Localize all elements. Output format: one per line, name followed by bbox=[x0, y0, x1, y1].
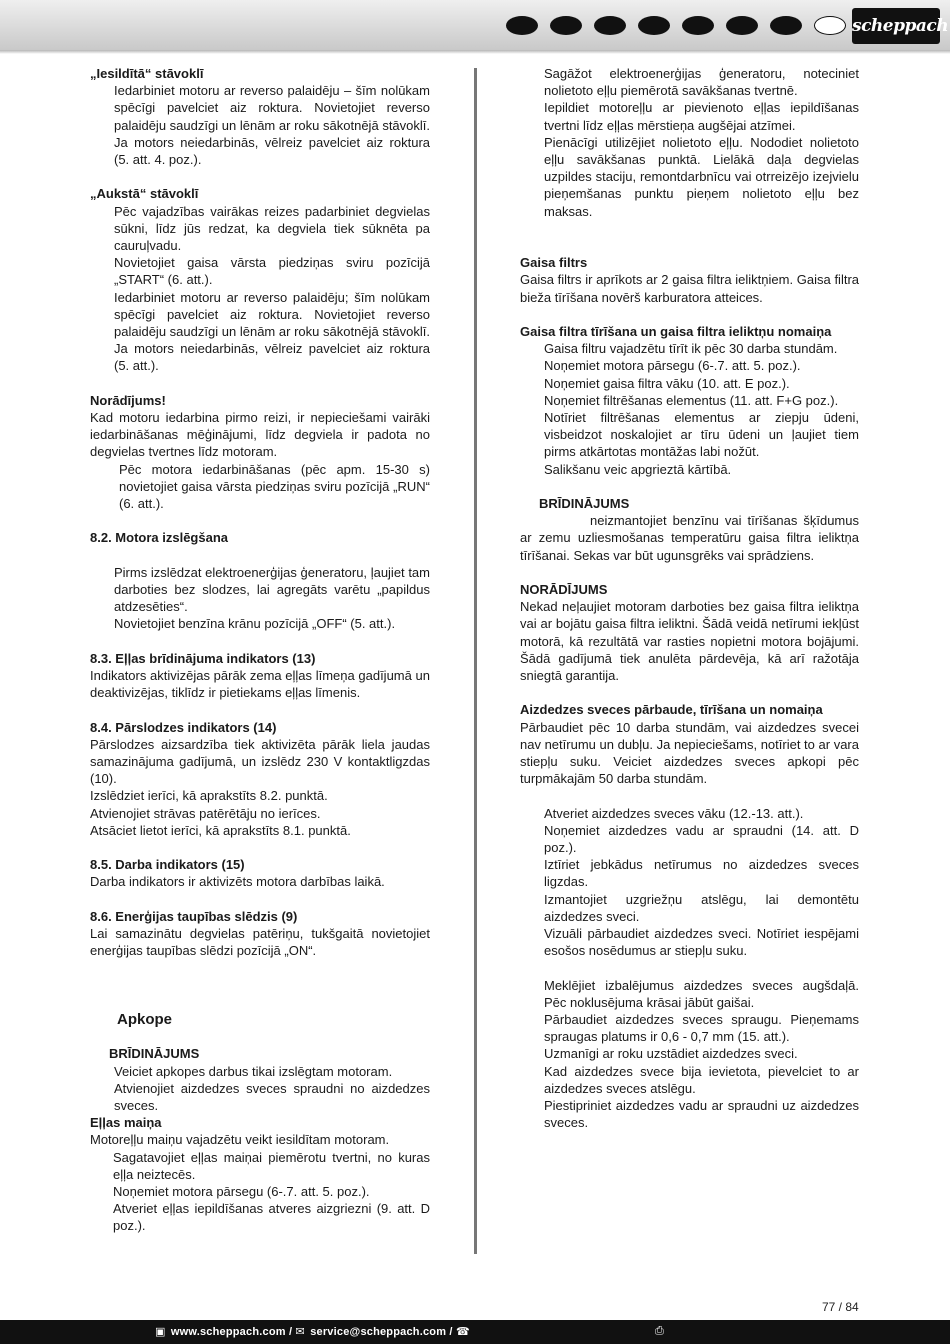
section-heading: BRĪDINĀJUMS bbox=[539, 496, 630, 512]
paragraph: Iedarbiniet motoru ar reverso palaidēju; šīm nolūkam spēcīgi pavelciet aiz roktura. Novietojiet reverso palaidēju saudzīgi un lēnām ar roku sākotnējā stāvoklī. Ja motors neiedarbinās, vēlreiz pavelciet aiz roktura (5. att.). bbox=[114, 289, 430, 374]
paragraph: Pēc vajadzības vairākas reizes padarbiniet degvielas sūkni, līdz jūs redzat, ka degviela tiek sūknēta pa cauruļvadu. bbox=[114, 203, 430, 254]
spacer bbox=[90, 994, 430, 1011]
section-dot bbox=[770, 16, 802, 35]
paragraph: Atsāciet lietot ierīci, kā aprakstīts 8.1. punktā. bbox=[90, 822, 351, 838]
paragraph: Nekad neļaujiet motoram darboties bez gaisa filtra ieliktņa vai ar bojātu gaisa filtra ieliktni. Šādā veidā netīrumi iekļūst motorā, kā rezultātā var rasties nopietni motora bojājumi. Šādā gadījumā tiek anulēta pārdevēja, kā arī ražotāja sniegtā garantija. bbox=[520, 599, 859, 684]
spacer bbox=[520, 220, 859, 254]
paragraph: Lai samazinātu degvielas patēriņu, tukšgaitā novietojiet enerģijas taupības slēdzi pozīcijā „ON“. bbox=[90, 926, 430, 959]
brand-logo-text: scheppach bbox=[852, 16, 949, 36]
paragraph: Pārbaudiet pēc 10 darba stundām, vai aizdedzes svecei nav netīrumu un dubļu. Ja nepieciešams, notīriet to ar vara stiepļu suku. Veiciet aizdedzes sveces apkopi pēc turpmākajām 50 darba stundām. bbox=[520, 719, 859, 787]
paragraph: Sagatavojiet eļļas maiņai piemērotu tvertni, no kuras eļļa neiztecēs. bbox=[113, 1149, 430, 1182]
spacer bbox=[90, 375, 430, 392]
section-dot bbox=[682, 16, 714, 35]
paragraph: Novietojiet benzīna krānu pozīcijā „OFF“ (5. att.). bbox=[114, 616, 396, 632]
paragraph: Notīriet filtrēšanas elementus ar ziepju ūdeni, visbeidzot noskalojiet ar tīru ūdeni un ļaujiet tiem pirms atkārtotas montāžas labi nožūt. bbox=[544, 410, 859, 460]
scheppach-logo bbox=[852, 8, 949, 44]
section-heading: BRĪDINĀJUMS bbox=[109, 1046, 200, 1062]
section-heading: Norādījums! bbox=[90, 392, 166, 408]
spacer bbox=[90, 547, 430, 564]
paragraph: Salikšanu veic apgrieztā kārtībā. bbox=[544, 461, 732, 477]
paragraph: Kad aizdedzes svece bija ievietota, pievelciet to ar aizdedzes sveces atslēgu. bbox=[544, 1063, 859, 1096]
page-number: 77 / 84 bbox=[822, 1300, 859, 1314]
paragraph: Kad motoru iedarbina pirmo reizi, ir nepieciešami vairāki iedarbināšanas mēģinājumi, līdz degviela ir padota no degvielas tvertnes līdz motoram. bbox=[90, 410, 430, 460]
section-heading: „Iesildītā“ stāvoklī bbox=[90, 66, 204, 81]
paragraph: Gaisa filtrs ir aprīkots ar 2 gaisa filtra ieliktņiem. Gaisa filtra bieža tīrīšana novērš karburatora atteices. bbox=[520, 272, 859, 305]
spacer bbox=[520, 564, 859, 581]
section-heading: Gaisa filtra tīrīšana un gaisa filtra ieliktņu nomaiņa bbox=[520, 324, 832, 340]
spacer bbox=[90, 891, 430, 908]
section-heading: NORĀDĪJUMS bbox=[520, 582, 608, 598]
footer-email[interactable]: service@scheppach.com / bbox=[310, 1326, 453, 1338]
paragraph: Pārslodzes aizsardzība tiek aktivizēta pārāk liela jaudas samazinājuma gadījumā, un izslēdz 230 V kontaktligzdas (10). bbox=[90, 736, 430, 787]
section-dot bbox=[638, 16, 670, 35]
footer-contact bbox=[155, 1325, 472, 1338]
section-heading: Aizdedzes sveces pārbaude, tīrīšana un nomaiņa bbox=[520, 702, 823, 718]
paragraph: Noņemiet filtrēšanas elementus (11. att. F+G poz.). bbox=[544, 392, 839, 408]
spacer bbox=[520, 959, 859, 976]
right-column bbox=[520, 65, 859, 1131]
section-heading: „Aukstā“ stāvoklī bbox=[90, 186, 199, 202]
paragraph: Pirms izslēdzat elektroenerģijas ģeneratoru, ļaujiet tam darboties bez slodzes, lai agregāts varētu „papildus atdzesēties“. bbox=[114, 564, 430, 615]
spacer bbox=[90, 701, 430, 718]
paragraph: Noņemiet aizdedzes vadu ar spraudni (14. att. D poz.). bbox=[544, 822, 859, 856]
paragraph: Darba indikators ir aktivizēts motora darbības laikā. bbox=[90, 874, 385, 890]
section-dot bbox=[506, 16, 538, 35]
section-heading: 8.3. Eļļas brīdinājuma indikators (13) bbox=[90, 650, 316, 666]
spacer bbox=[90, 1028, 430, 1045]
paragraph: Meklējiet izbalējumus aizdedzes sveces augšdaļā. Pēc noklusējuma krāsai jābūt gaišai. bbox=[544, 977, 859, 1010]
left-column bbox=[90, 65, 430, 1235]
paragraph: Veiciet apkopes darbus tikai izslēgtam motoram. bbox=[114, 1063, 393, 1079]
header-shadow bbox=[0, 50, 950, 54]
section-dot bbox=[726, 16, 758, 35]
spacer bbox=[90, 839, 430, 856]
spacer bbox=[520, 787, 859, 804]
section-heading: Eļļas maiņa bbox=[90, 1115, 162, 1131]
paragraph: Indikators aktivizējas pārāk zema eļļas līmeņa gadījumā un deaktivizējas, tiklīdz ir pietiekams eļļas līmenis. bbox=[90, 668, 430, 701]
column-divider bbox=[474, 68, 477, 1254]
paragraph: Izmantojiet uzgriežņu atslēgu, lai demontētu aizdedzes sveci. bbox=[544, 891, 859, 924]
paragraph: Atveriet eļļas iepildīšanas atveres aizgriezni (9. att. D poz.). bbox=[113, 1201, 430, 1234]
page-footer bbox=[0, 1320, 950, 1344]
paragraph: Noņemiet gaisa filtra vāku (10. att. E poz.). bbox=[544, 375, 790, 391]
spacer bbox=[90, 633, 430, 650]
section-dot bbox=[550, 16, 582, 35]
spacer bbox=[520, 478, 859, 495]
section-heading: Gaisa filtrs bbox=[520, 255, 588, 271]
paragraph: neizmantojiet benzīnu vai tīrīšanas šķīdumus ar zemu uzliesmošanas temperatūru gaisa filtra ieliktņa tīrīšanai. Sekas var būt ugunsgrēks vai sprādziens. bbox=[520, 513, 859, 563]
paragraph: Atvienojiet aizdedzes sveces spraudni no aizdedzes sveces. bbox=[114, 1080, 430, 1114]
section-heading: 8.4. Pārslodzes indikators (14) bbox=[90, 719, 277, 735]
spacer bbox=[90, 512, 430, 529]
paragraph: Atveriet aizdedzes sveces vāku (12.-13. att.). bbox=[544, 805, 804, 821]
paragraph: Iepildiet motoreļļu ar pievienoto eļļas iepildīšanas tvertni līdz eļļas mērstieņa augšējai atzīmei. bbox=[544, 100, 859, 133]
paragraph: Novietojiet gaisa vārsta piedziņas sviru pozīcijā „START“ (6. att.). bbox=[114, 255, 430, 288]
section-dot-current bbox=[814, 16, 846, 35]
spacer bbox=[520, 306, 859, 323]
paragraph: Atvienojiet strāvas patērētāju no ierīces. bbox=[90, 805, 321, 821]
paragraph: Pārbaudiet aizdedzes sveces spraugu. Pieņemams spraugas platums ir 0,6 - 0,7 mm (15. att.). bbox=[544, 1012, 859, 1045]
spacer bbox=[90, 168, 430, 185]
paragraph: Pienācīgi utilizējiet nolietoto eļļu. Nododiet nolietoto eļļu savākšanas punktā. Lielākā daļa degvielas uzpildes staciju, remontdarbnīcu vai otrreizējo izejvielu pieņemšanas punktu pieņem nolietoto eļļu bez maksas. bbox=[544, 134, 859, 219]
paragraph: Noņemiet motora pārsegu (6-.7. att. 5. poz.). bbox=[113, 1184, 370, 1200]
section-heading: 8.2. Motora izslēgšana bbox=[90, 530, 228, 546]
spacer bbox=[90, 959, 430, 993]
section-dot bbox=[594, 16, 626, 35]
page-header bbox=[0, 0, 950, 51]
paragraph: Motoreļļu maiņu vajadzētu veikt iesildītam motoram. bbox=[90, 1132, 390, 1148]
paragraph: Iedarbiniet motoru ar reverso palaidēju – šīm nolūkam spēcīgi pavelciet aiz roktura. Novietojiet reverso palaidēju saudzīgi un lēnām ar roku sākotnējā stāvoklī. Ja motors neiedarbinās, vēlreiz pavelciet aiz roktura (5. att. 4. poz.). bbox=[114, 83, 430, 168]
footer-website[interactable]: www.scheppach.com / bbox=[170, 1326, 293, 1338]
phone-icon: ☎ bbox=[455, 1326, 470, 1338]
paragraph: Izslēdziet ierīci, kā aprakstīts 8.2. punktā. bbox=[90, 788, 328, 804]
paragraph: Iztīriet jebkādus netīrumus no aizdedzes sveces ligzdas. bbox=[544, 857, 859, 890]
paragraph: Uzmanīgi ar roku uzstādiet aizdedzes sveci. bbox=[544, 1046, 798, 1062]
paragraph: Noņemiet motora pārsegu (6-.7. att. 5. poz.). bbox=[544, 358, 801, 374]
fax-icon: ⎙ bbox=[655, 1325, 664, 1337]
mail-icon: ✉ bbox=[295, 1326, 305, 1338]
section-heading: 8.5. Darba indikators (15) bbox=[90, 857, 245, 873]
paragraph: Piestipriniet aizdedzes vadu ar spraudni uz aizdedzes sveces. bbox=[544, 1098, 859, 1131]
paragraph: Pēc motora iedarbināšanas (pēc apm. 15-30 s) novietojiet gaisa vārsta piedziņas sviru pozīcijā „RUN“ (6. att.). bbox=[119, 461, 430, 512]
section-heading: Apkope bbox=[117, 1011, 173, 1029]
computer-icon: ▣ bbox=[155, 1326, 166, 1338]
paragraph: Vizuāli pārbaudiet aizdedzes sveci. Notīriet iespējami esošos nosēdumus ar stiepļu suku. bbox=[544, 926, 859, 959]
spacer bbox=[520, 684, 859, 701]
paragraph: Sagāžot elektroenerģijas ģeneratoru, noteciniet nolietoto eļļu piemērotā savākšanas tvertnē. bbox=[544, 66, 859, 99]
section-heading: 8.6. Enerģijas taupības slēdzis (9) bbox=[90, 908, 298, 924]
paragraph: Gaisa filtru vajadzētu tīrīt ik pēc 30 darba stundām. bbox=[544, 341, 838, 357]
